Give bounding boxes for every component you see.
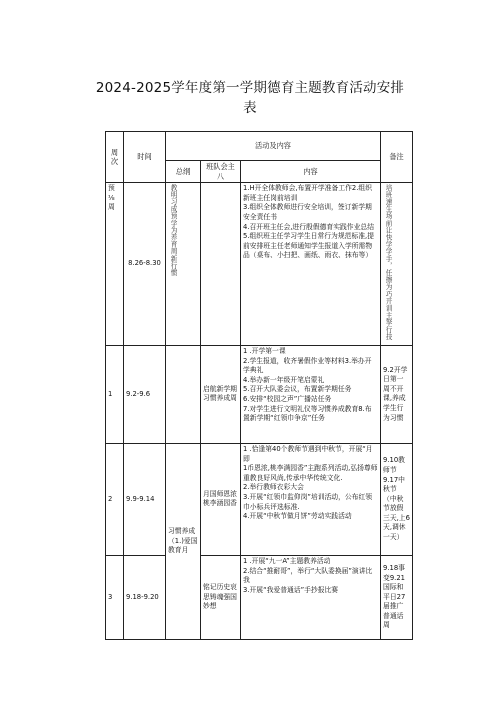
content-line: 3.开展“我爱普通话”手抄报比赛	[243, 585, 339, 594]
row-remark	[381, 183, 413, 346]
row-time: 8.26-8.30	[124, 183, 166, 346]
content-line: 5.召开大队委会议，布置新学期任务	[243, 385, 352, 394]
row-time: 9.9-9.14	[124, 443, 166, 555]
document-title: 2024-2025学年度第一学期德育主题教育活动安排	[95, 80, 405, 96]
row-meeting: 月国师恩浓桃李涵园香	[201, 443, 241, 555]
row-meeting: 铭记历史哀思铸魂强国妙想	[201, 555, 241, 639]
header-activity: 活动及内容	[166, 132, 381, 161]
content-line: 4.召开班主任会,进行殷假德育实践作业总结5.组织班主任学习学生日常行为规范标准,提前安排班主任老师通知学生报道入学所需物品（桌布、小扫把、画纸、雨衣、抹布等）	[243, 222, 374, 260]
content-line: 1.H开全体教师会,布置开学准备工作2.组织新班主任岗前培训	[243, 184, 372, 202]
header-remark: 备注	[381, 132, 413, 183]
content-line: 3.组织全体教师进行安全培训，签订新学期安全责任书	[243, 203, 372, 221]
content-line: 1 .开展“九一A”主题教养活动	[243, 556, 331, 565]
table-row	[106, 345, 413, 443]
row-content	[241, 183, 381, 346]
row-week: 1	[106, 345, 124, 443]
row-remark: 9.10教师节9.17中秋节（中秋节放假三天,上6天,调休一天）	[381, 443, 413, 555]
row-content	[241, 345, 381, 443]
content-line: 4.开展“中秋节做月饼”劳动实践活动	[243, 512, 352, 521]
row-content	[241, 443, 381, 555]
row-meeting: 启航新学期习惯养成周	[201, 345, 241, 443]
row-theme-text: 教明习成预学为养育周新行惯	[169, 184, 177, 277]
row-content	[241, 555, 381, 639]
content-line: 1 .恰逢第40个教师节遇到中秋节，开展“月即	[243, 444, 373, 463]
content-line: 3.开展“红领巾监仰岗”培训活动，公布红领巾小标兵评选标准.	[243, 492, 373, 511]
header-week: 周次	[106, 132, 124, 183]
header-time: 时间	[124, 132, 166, 183]
content-line: 4.举办新一年级开笔启蒙礼	[243, 375, 325, 384]
content-line: 1币恩浓,桃李满园香”主跑系列活动,弘扬尊师重教良好风尚,传承中华传统文化.	[243, 464, 378, 482]
content-line: 2.学生报道，收齐暑假作业等材料3.举办开学典礼	[243, 356, 372, 375]
document-title-continued: 表	[243, 100, 257, 116]
content-line: 1 .开学第一课	[243, 346, 286, 355]
row-week: 2	[106, 443, 124, 555]
content-line: 2.结合“推耐哥”，举行“大队委换届”演讲比我	[243, 566, 373, 585]
row-week: 3	[106, 555, 124, 639]
row-theme: 习惯养成（1.)爱国教育月	[166, 443, 201, 639]
table-row	[106, 555, 413, 639]
row-theme	[166, 183, 201, 346]
content-line: 2.举行教师衣彩大会	[243, 483, 304, 492]
activity-schedule-table	[105, 131, 413, 640]
row-week: 预⅛周	[106, 183, 124, 346]
row-remark: 9.18事变9.21国际和平日27届推广普通话周	[381, 555, 413, 639]
content-line: 7.对学生进行文明礼仪等习惯养成教育8.布置新学期“红领巾争京”任务	[243, 404, 372, 423]
table-row	[106, 443, 413, 555]
header-content: 内容	[241, 161, 381, 183]
content-line: 6.安排“校园之声”广播站任务	[243, 394, 332, 403]
table-row	[106, 183, 413, 346]
row-remark: 9.2开学日第一周不开课,养成学生行为习惯	[381, 345, 413, 443]
header-meeting: 班队会主八	[201, 161, 241, 183]
row-theme-empty	[166, 345, 201, 443]
row-time: 9.2-9.6	[124, 345, 166, 443]
row-time: 9.18-9.20	[124, 555, 166, 639]
row-remark-text: 培班速生场前让快学学手，任擦为巧开训主孥行技	[384, 184, 393, 341]
row-meeting	[201, 183, 241, 346]
header-theme: 总纲	[166, 161, 201, 183]
